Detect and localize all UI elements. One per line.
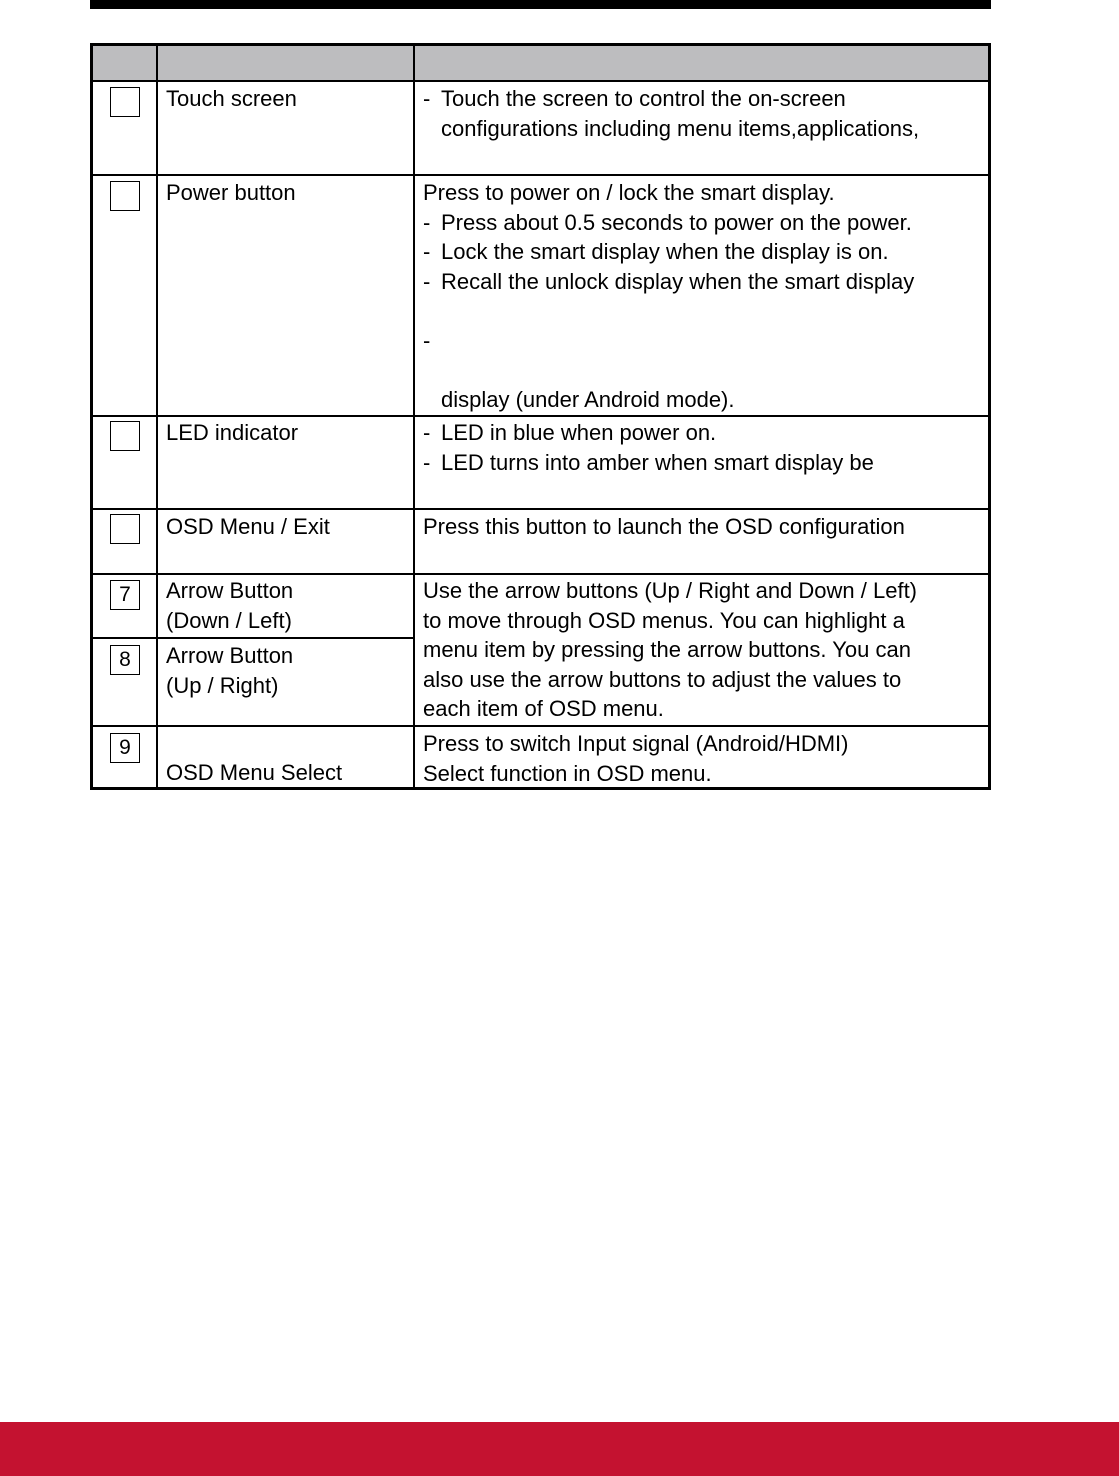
arrow-up-name-line-2: (Up / Right) — [166, 672, 279, 698]
callout-number-box — [110, 514, 140, 544]
bullet-dash: - — [423, 449, 431, 475]
arrow-desc-line: menu item by pressing the arrow buttons. You can — [423, 637, 911, 662]
table-header — [93, 46, 988, 80]
bullet-dash: - — [423, 86, 431, 111]
power-bullet-1: Press about 0.5 seconds to power on the power. — [441, 209, 912, 235]
row-name-power-button: Power button — [166, 180, 296, 205]
bullet-dash: - — [423, 239, 431, 264]
row-divider — [93, 573, 988, 575]
row-name-arrow-down-left — [166, 576, 293, 635]
arrow-down-name-line-1: Arrow Button — [166, 578, 294, 603]
callout-number-box — [110, 421, 140, 451]
row-divider — [93, 508, 988, 510]
arrow-desc-line: each item of OSD menu. — [423, 696, 664, 721]
led-indicator-description — [423, 418, 874, 477]
touch-screen-line-1: Touch the screen to control the on-screen — [441, 86, 846, 111]
osd-select-description — [423, 729, 849, 788]
row-name-led-indicator: LED indicator — [166, 420, 299, 445]
footer-band — [0, 1422, 1119, 1476]
row-divider — [93, 637, 415, 639]
led-bullet-2: LED turns into amber when smart display be — [441, 449, 874, 475]
bullet-dash: - — [423, 268, 431, 294]
arrow-down-name-line-2: (Down / Left) — [166, 607, 292, 633]
power-button-description — [423, 178, 914, 414]
bullet-dash: - — [423, 209, 431, 235]
top-rule — [90, 0, 991, 9]
touch-screen-line-2: configurations including menu items,applications, — [441, 115, 920, 141]
power-bullet-5: display (under Android mode). — [441, 386, 735, 412]
bullet-dash: - — [423, 420, 431, 445]
controls-table — [90, 43, 991, 790]
row-divider — [93, 415, 988, 417]
power-bullet-3: Recall the unlock display when the smart display — [441, 268, 915, 294]
callout-number-7: 7 — [110, 580, 140, 610]
touch-screen-description — [423, 84, 919, 143]
callout-number-9: 9 — [110, 733, 140, 763]
row-divider — [93, 174, 988, 176]
row-name-arrow-up-right — [166, 641, 293, 700]
row-name-osd-menu-select: OSD Menu Select — [166, 760, 343, 785]
bullet-dash: - — [423, 327, 431, 353]
arrow-desc-line: to move through OSD menus. You can highlight a — [423, 607, 905, 633]
osd-exit-description: Press this button to launch the OSD configuration — [423, 514, 905, 539]
arrow-up-name-line-1: Arrow Button — [166, 643, 294, 668]
callout-number-box — [110, 87, 140, 117]
power-intro: Press to power on / lock the smart display. — [423, 180, 835, 205]
row-name-osd-menu-exit: OSD Menu / Exit — [166, 514, 330, 539]
osd-select-line-1: Press to switch Input signal (Android/HDMI) — [423, 731, 849, 756]
led-bullet-1: LED in blue when power on. — [441, 420, 717, 445]
arrow-buttons-description — [423, 576, 917, 724]
row-name-touch-screen: Touch screen — [166, 86, 297, 111]
arrow-desc-line: Use the arrow buttons (Up / Right and Down / Left) — [423, 578, 918, 603]
row-divider — [93, 80, 988, 82]
power-bullet-2: Lock the smart display when the display is on. — [441, 239, 889, 264]
callout-number-box — [110, 181, 140, 211]
callout-number-8: 8 — [110, 645, 140, 675]
arrow-desc-line: also use the arrow buttons to adjust the values to — [423, 666, 902, 692]
osd-select-line-2: Select function in OSD menu. — [423, 760, 712, 786]
row-divider — [93, 725, 988, 727]
